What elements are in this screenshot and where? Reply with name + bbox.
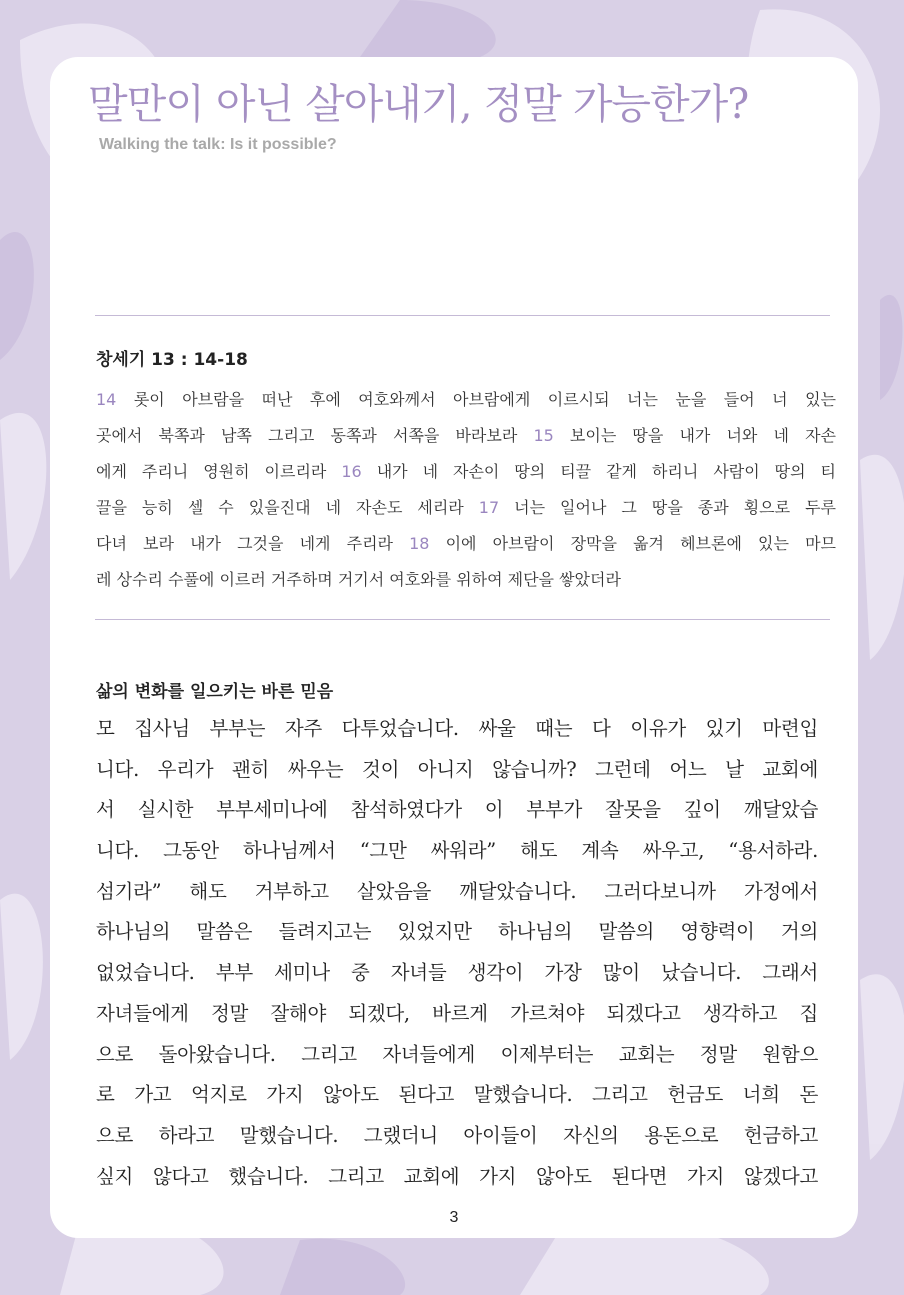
verse-text: 이에 아브람이 장막을 옮겨 헤브론에 있는 마므 xyxy=(429,534,836,553)
verse-text: 다녀 보라 내가 그것을 네게 주리라 xyxy=(96,534,410,553)
verse-text: 보이는 땅을 내가 너와 네 자손 xyxy=(553,426,836,445)
verse-text: 레 상수리 수풀에 이르러 거주하며 거기서 여호와를 위하여 제단을 쌓았더라 xyxy=(96,570,621,589)
body-line: 모 집사님 부부는 자주 다투었습니다. 싸울 때는 다 이유가 있기 마련입 xyxy=(96,717,818,740)
leaf-shape xyxy=(880,295,903,400)
scripture-reference: 창세기 13 : 14-18 xyxy=(96,350,248,370)
body-line: 없었습니다. 부부 세미나 중 자녀들 생각이 가장 많이 났습니다. 그래서 xyxy=(96,961,818,985)
body-line: 하나님의 말씀은 들려지고는 있었지만 하나님의 말씀의 영향력이 거의 xyxy=(96,920,818,944)
page-subtitle: Walking the talk: Is it possible? xyxy=(99,136,337,153)
scripture-line xyxy=(96,526,836,562)
verse-number: 17 xyxy=(478,498,500,517)
body-line: 섬기라” 해도 거부하고 살았음을 깨달았습니다. 그러다보니까 가정에서 xyxy=(96,879,818,903)
verse-text: 롯이 아브람을 떠난 후에 여호와께서 아브람에게 이르시되 너는 눈을 들어 너 있는 xyxy=(116,390,836,409)
verse-number: 18 xyxy=(409,534,430,553)
verse-text: 에게 주리니 영원히 이르리라 xyxy=(96,462,342,481)
verse-number: 16 xyxy=(341,462,362,481)
body-line: 으로 하라고 말했습니다. 그랬더니 아이들이 자신의 용돈으로 헌금하고 xyxy=(96,1123,818,1147)
leaf-shape xyxy=(0,894,43,1060)
verse-text: 내가 네 자손이 땅의 티끌 같게 하리니 사람이 땅의 티 xyxy=(361,462,836,481)
divider-top xyxy=(95,315,830,316)
body-line: 서 실시한 부부세미나에 참석하였다가 이 부부가 잘못을 깊이 깨달았습 xyxy=(96,798,818,822)
scripture-passage xyxy=(96,382,836,598)
page-number: 3 xyxy=(449,1209,459,1226)
verse-text: 곳에서 북쪽과 남쪽 그리고 동쪽과 서쪽을 바라보라 xyxy=(96,426,534,445)
body-line: 니다. 그동안 하나님께서 “그만 싸워라” 해도 계속 싸우고, “용서하라. xyxy=(96,839,818,863)
divider-bottom xyxy=(95,619,830,620)
leaf-shape xyxy=(860,455,904,660)
scripture-line xyxy=(96,418,836,454)
verse-text: 끌을 능히 셀 수 있을진대 네 자손도 세리라 xyxy=(96,498,479,517)
body-line: 로 가고 억지로 가지 않아도 된다고 말했습니다. 그리고 헌금도 너희 돈 xyxy=(96,1083,818,1107)
scripture-line xyxy=(96,382,836,418)
body-line: 자녀들에게 정말 잘해야 되겠다, 바르게 가르쳐야 되겠다고 생각하고 집 xyxy=(96,1001,818,1025)
content-card xyxy=(50,57,858,1238)
verse-number: 14 xyxy=(96,390,117,409)
scripture-line xyxy=(96,490,836,526)
section-heading: 삶의 변화를 일으키는 바른 믿음 xyxy=(96,682,334,702)
body-line: 니다. 우리가 괜히 싸우는 것이 아니지 않습니까? 그런데 어느 날 교회에 xyxy=(96,757,818,781)
scripture-line xyxy=(96,562,836,598)
leaf-shape xyxy=(360,0,496,57)
body-line: 싶지 않다고 했습니다. 그리고 교회에 가지 않아도 된다면 가지 않겠다고 xyxy=(96,1164,818,1188)
leaf-shape xyxy=(0,232,34,360)
body-line: 으로 돌아왔습니다. 그리고 자녀들에게 이제부터는 교회는 정말 원함으 xyxy=(96,1042,818,1066)
page-title: 말만이 아닌 살아내기, 정말 가능한가? xyxy=(88,80,749,128)
verse-number: 15 xyxy=(533,426,554,445)
leaf-shape xyxy=(0,413,46,580)
leaf-shape xyxy=(860,974,904,1160)
scripture-line xyxy=(96,454,836,490)
leaf-shape xyxy=(280,1239,405,1295)
verse-text: 너는 일어나 그 땅을 종과 횡으로 두루 xyxy=(499,498,836,517)
body-text xyxy=(96,709,818,1197)
